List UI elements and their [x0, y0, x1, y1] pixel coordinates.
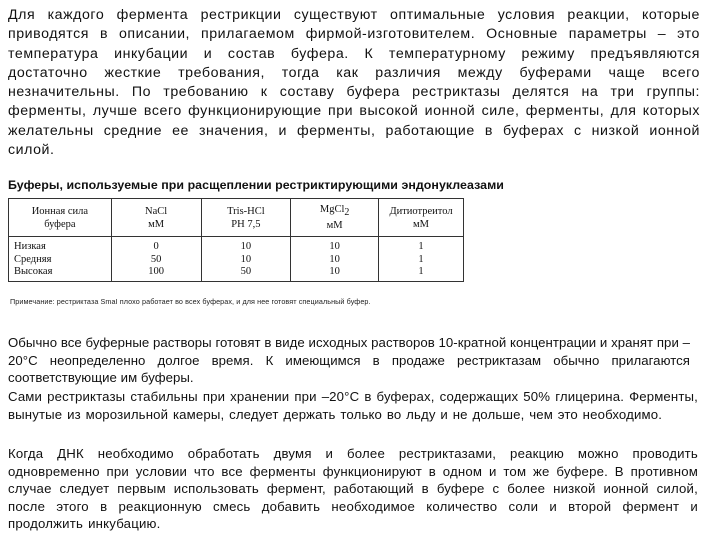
intro-paragraph: Для каждого фермента рестрикции существуют оптимальные условия реакции, которые приводятся в описании, прилагаемом фирмой-изготовителем. Основные параметры – это температура инкубации и состав буфера. К температурному режиму предъявляются достаточно жесткие требования, тогда как различия между буферами чаще всего незначительны. По требованию к составу буфера рестриктазы делятся на три группы: ферменты, лучше всего функционирующие при высокой ионной силе, ферменты, для которых желательны средние ее значения, и ферменты, работающие в буферах с низкой ионной силой. [8, 7, 700, 159]
mgcl-subscript: 2 [344, 207, 350, 219]
table-cell: 10 [329, 253, 340, 265]
cell-tris-hcl-values [201, 237, 291, 282]
header-line: NaCl [145, 205, 168, 217]
header-line: Ионная сила [31, 205, 89, 217]
header-line: буфера [44, 218, 76, 230]
table-cell: 10 [329, 241, 340, 252]
table-cell: 10 [329, 266, 340, 277]
table-cell: 10 [240, 253, 252, 265]
table-cell: Средняя [14, 253, 52, 265]
cell-mgcl2-values [291, 237, 379, 282]
table-note: Примечание: рестриктаза SmaI плохо работает во всех буферах, и для нее готовят специальный буфер. [10, 297, 371, 306]
double-digest-paragraph: Когда ДНК необходимо обработать двумя и более рестриктазами, реакцию можно проводить одновременно при условии что все ферменты функционируют в одном и том же буфере. В противном случае следует первым использовать фермент, работающий в буфере с более низкой ионной силой, после этого в реакционную смесь добавить необходимое количество соли и второй фермент и продолжить инкубацию. [8, 446, 698, 532]
cell-ionic-strength-values [9, 237, 112, 282]
table-cell: 10 [240, 241, 252, 252]
buffer-table-body-row [9, 237, 464, 282]
buffer-table [8, 198, 464, 282]
table-cell: 1 [418, 253, 424, 265]
header-mgcl2 [291, 199, 379, 237]
table-cell: 50 [150, 253, 162, 265]
storage-paragraph: Обычно все буферные растворы готовят в виде исходных растворов 10-кратной концентрации и хранят при –20°С неопределенно долгое время. К имеющимся в продаже рестриктазам обычно прилагаются соответствующие им буферы. [8, 335, 690, 386]
table-cell: Высокая [14, 266, 53, 277]
header-tris-hcl [201, 199, 291, 237]
header-dithiothreitol [379, 199, 464, 237]
header-line: Tris-HCl [227, 205, 265, 217]
header-line [293, 203, 376, 219]
buffer-table-title: Буферы, используемые при расщеплении рестриктирующими эндонуклеазами [8, 178, 504, 192]
cell-nacl-values [111, 237, 201, 282]
table-cell: 50 [240, 266, 252, 277]
table-cell: 1 [418, 241, 424, 252]
header-line: PH 7,5 [231, 218, 261, 230]
header-mgcl-text: MgCl [319, 203, 345, 215]
header-line: мM [413, 218, 429, 230]
table-cell: 0 [153, 241, 159, 252]
header-ionic-strength [9, 199, 112, 237]
cell-dithiothreitol-values [379, 237, 464, 282]
header-line: Дитиотреитол [389, 205, 453, 217]
table-cell: Низкая [14, 241, 46, 252]
buffer-table-header-row [9, 199, 464, 237]
header-nacl [111, 199, 201, 237]
stability-paragraph: Сами рестриктазы стабильны при хранении при –20°С в буферах, содержащих 50% глицерина. Ферменты, вынутые из морозильной камеры, следует держать только во льду и не дольше, чем это необходимо. [8, 389, 698, 422]
table-cell: 1 [418, 266, 424, 277]
header-line: мM [326, 220, 343, 232]
table-cell: 100 [148, 266, 165, 277]
header-line: мM [148, 218, 165, 230]
